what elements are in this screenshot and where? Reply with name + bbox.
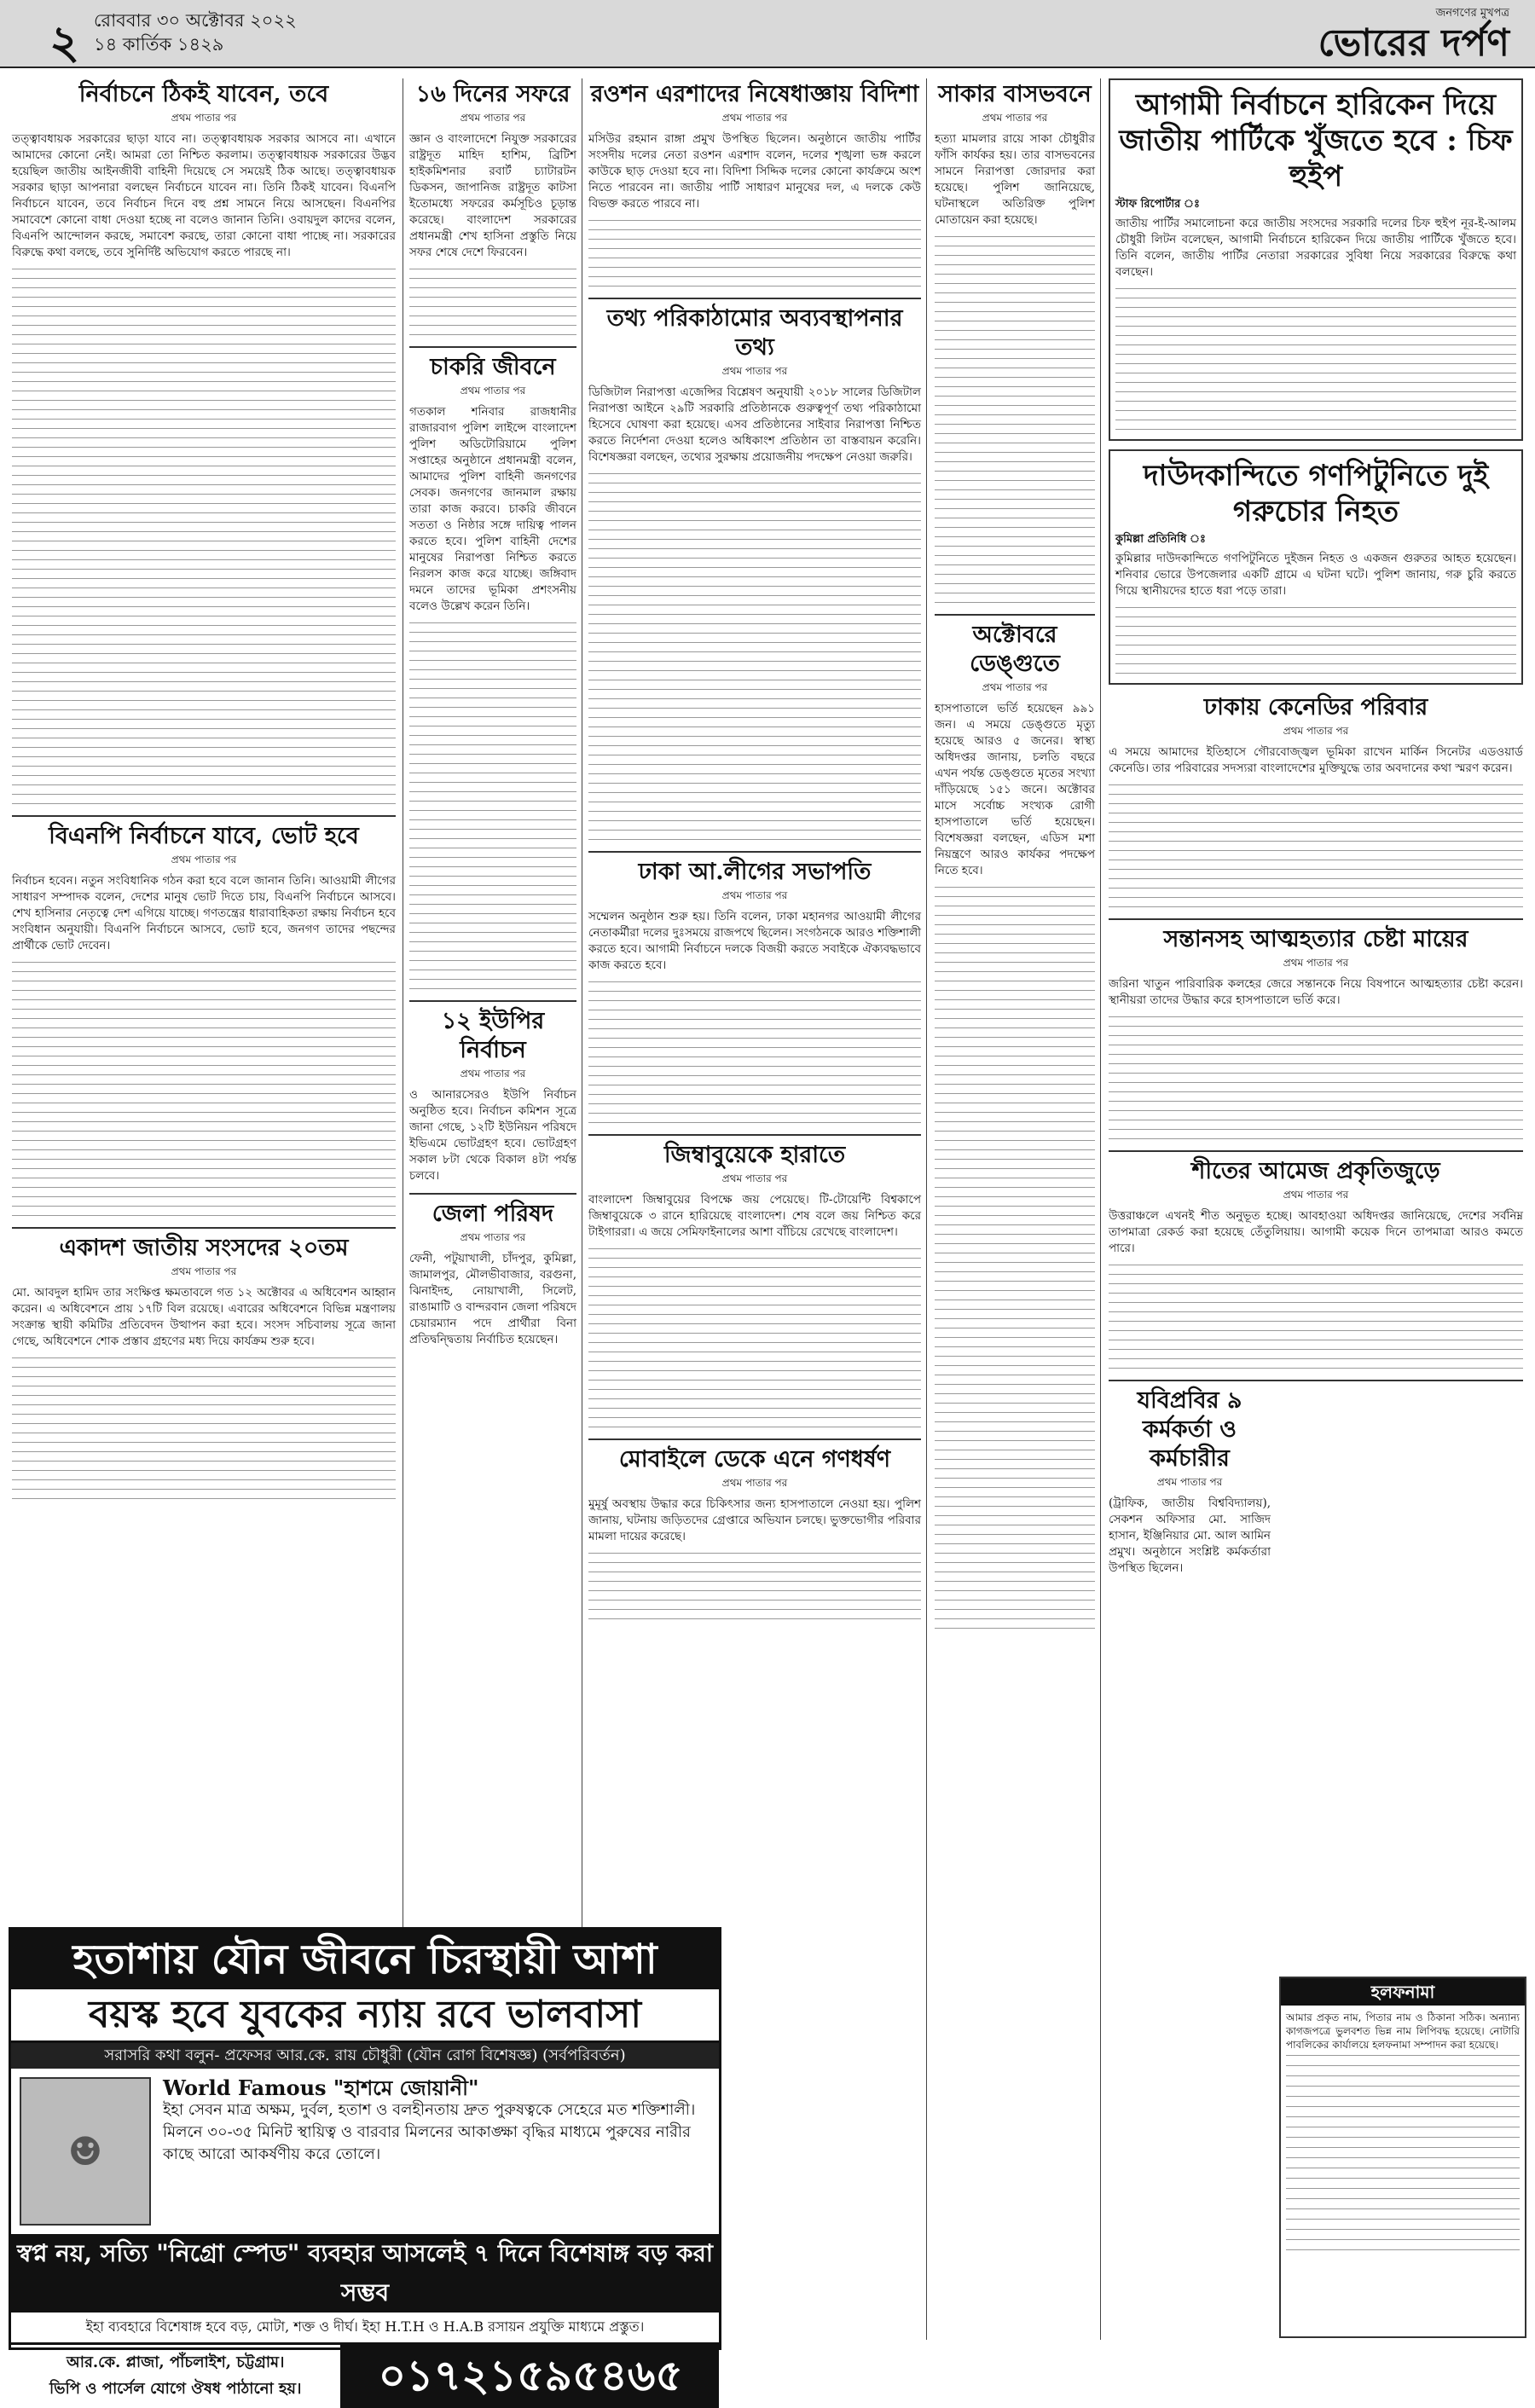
article-body: হাসপাতালে ভর্তি হয়েছেন ৯৯১ জন। এ সময়ে ডেঙ্গুতে মৃত্যু হয়েছে আরও ৫ জনের। স্বাস্থ্য অধিদপ্তর জানায়, চলতি বছরে এখন পর্যন্ত ডেঙ্গুতে মৃতের সংখ্যা দাঁড়িয়েছে ১৫১ জনে। অক্টোবর মাসে সর্বোচ্চ সংখ্যক রোগী হাসপাতালে ভর্তি হয়েছেন। বিশেষজ্ঞরা বলছেন, এডিস মশা নিয়ন্ত্রণে আরও কার্যকর পদক্ষেপ নিতে হবে।	[935, 702, 1095, 877]
body-text-lines	[12, 958, 396, 1218]
column-3	[588, 78, 921, 1630]
body-text-lines	[588, 1548, 921, 1622]
body-text-lines	[409, 618, 576, 992]
column-divider	[926, 78, 927, 2340]
article-body: তত্ত্বাবধায়ক সরকারের ছাড়া যাবে না। তত্ত্বাবধায়ক সরকার আসবে না। এখানে আমাদের কোনো নেই। আমরা তো নিশ্চিত করলাম। তত্ত্বাবধায়ক সরকারের উদ্ভব হয়েছিল জাতীয় আইনজীবী বাহিনী দিয়েছে সে সময়েই ঠিক আছে। তত্ত্বাবধায়ক সরকার ছাড়া আপনারা বলছেন নির্বাচনে যাবেন না। তিনি ঠিকই যাবেন। বিএনপি নির্বাচনে যাবেন, তবে নির্বাচন দিনে বহু প্রশ্ন সামনে নিয়ে আসছেন। বিএনপির সমাবেশে কোনো বাধা দেওয়া হচ্ছে না বলেও জানান তিনি। ওবায়দুল কাদের বলেন, বিএনপি আন্দোলন করছে, সমাবেশ করছে, তারা কোনো বাধা পাচ্ছে না। সরকারের বিরুদ্ধে কথা বলছে, তবে সুনির্দিষ্ট অভিযোগ করতে পারছে না।	[12, 132, 396, 259]
continued-label: প্রথম পাতার পর	[721, 889, 788, 901]
brand-tagline: জনগণের মুখপত্র	[1435, 7, 1509, 20]
affidavit-notice	[1279, 1977, 1526, 2338]
continued-label: প্রথম পাতার পর	[721, 1477, 788, 1489]
headline[interactable]: রওশন এরশাদের নিষেধাজ্ঞায় বিদিশা	[590, 81, 919, 107]
ad-delivery-text: ভিপি ও পার্সেল যোগে ঔষধ পাঠানো হয়।	[49, 2380, 302, 2398]
page-number: ২	[49, 14, 80, 69]
column-1	[12, 78, 396, 1510]
body-text-lines	[12, 1353, 396, 1502]
headline[interactable]: ১২ ইউপির নির্বাচন	[441, 1008, 545, 1063]
article-body: বাংলাদেশ জিম্বাবুয়ের বিপক্ষে জয় পেয়েছে। টি-টোয়েন্টি বিশ্বকাপে জিম্বাবুয়েকে ৩ রানে হারিয়েছে বাংলাদেশ। শেষ বলে জয় নিশ্চিত করে টাইগাররা। এ জয়ে সেমিফাইনালের আশা বাঁচিয়ে রেখেছে বাংলাদেশ।	[588, 1193, 921, 1239]
byline: স্টাফ রিপোর্টার ঃ	[1115, 198, 1200, 211]
ad-subline: সরাসরি কথা বলুন- প্রফেসর আর.কে. রায় চৌধুরী (যৌন রোগ বিশেষজ্ঞ) (সর্বপরিবর্তন)	[11, 2043, 719, 2069]
continued-label: প্রথম পাতার পর	[171, 112, 237, 124]
article-chief-whip	[1109, 78, 1523, 441]
article-zila-parishad	[409, 1200, 576, 1348]
headline[interactable]: সাকার বাসভবনে	[938, 81, 1092, 107]
headline[interactable]: আগামী নির্বাচনে হারিকেন দিয়ে জাতীয় পার্টিকে খুঁজতে হবে : চিফ হুইপ	[1119, 88, 1513, 194]
article-nirbachone	[12, 80, 396, 807]
continued-label: প্রথম পাতার পর	[1283, 725, 1349, 737]
article-body: মুমূর্ষু অবস্থায় উদ্ধার করে চিকিৎসার জন্য হাসপাতালে নেওয়া হয়। পুলিশ জানায়, ঘটনায় জড়িতদের গ্রেপ্তারে অভিযান চলছে। ভুক্তভোগীর পরিবার মামলা দায়ের করেছে।	[588, 1497, 921, 1543]
affidavit-title: হলফনামা	[1281, 1978, 1525, 2006]
headline[interactable]: সন্তানসহ আত্মহত্যার চেষ্টা মায়ের	[1163, 926, 1468, 952]
article-dhaka-al	[588, 858, 921, 1126]
headline[interactable]: অক্টোবরে ডেঙ্গুতে	[970, 622, 1060, 677]
continued-label: প্রথম পাতার পর	[460, 1231, 526, 1243]
article-body: ডিজিটাল নিরাপত্তা এজেন্সির বিশ্লেষণ অনুযায়ী ২০১৮ সালের ডিজিটাল নিরাপত্তা আইনে ২৯টি সরকারি প্রতিষ্ঠানকে গুরুত্বপূর্ণ তথ্য পরিকাঠামো হিসেবে ঘোষণা করা হয়েছে। এসব প্রতিষ্ঠানের সাইবার নিরাপত্তা নিশ্চিত করতে নির্দেশনা দেওয়া হলেও অধিকাংশ প্রতিষ্ঠান তা বাস্তবায়ন করেনি। বিশেষজ্ঞরা বলছেন, তথ্যের সুরক্ষায় প্রয়োজনীয় পদক্ষেপ নেওয়া জরুরি।	[588, 385, 921, 464]
headline[interactable]: ঢাকায় কেনেডির পরিবার	[1203, 694, 1428, 721]
column-5	[1109, 78, 1523, 1585]
continued-label: প্রথম পাতার পর	[1283, 1189, 1349, 1201]
ad-address-text: আর.কে. প্লাজা, পাঁচলাইশ, চট্টগ্রাম।	[67, 2353, 285, 2371]
continued-label: প্রথম পাতার পর	[721, 365, 788, 377]
affidavit-body: আমার প্রকৃত নাম, পিতার নাম ও ঠিকানা সঠিক। অন্যান্য কাগজপত্রে ভুলবশত ভিন্ন নাম লিপিবদ্ধ হয়েছে। নোটারি পাবলিকের কার্যালয়ে হলফনামা সম্পাদন করা হয়েছে।	[1286, 2011, 1520, 2051]
article-kennedy	[1109, 693, 1523, 910]
ad-headline-1: হতাশায় যৌন জীবনে চিরস্থায়ী আশা	[11, 1930, 719, 1989]
body-text-lines	[935, 883, 1095, 1631]
continued-label: প্রথম পাতার পর	[171, 1265, 237, 1277]
ad-product-name: World Famous "হাশমে জোয়ানী"	[163, 2075, 479, 2100]
continued-label: প্রথম পাতার পর	[721, 1172, 788, 1184]
body-text-lines	[409, 264, 576, 338]
newspaper-logo	[1318, 5, 1509, 64]
continued-label: প্রথম পাতার পর	[1283, 957, 1349, 969]
body-text-lines	[1115, 603, 1516, 676]
body-text-lines	[1109, 780, 1523, 910]
article-jashore	[1109, 1386, 1271, 1577]
article-winter	[1109, 1157, 1523, 1371]
headline[interactable]: তথ্য পরিকাঠামোর অব্যবস্থাপনার তথ্য	[606, 305, 903, 361]
article-body: গতকাল শনিবার রাজধানীর রাজারবাগ পুলিশ লাইন্সে বাংলাদেশ পুলিশ অডিটোরিয়ামে পুলিশ সপ্তাহের অনুষ্ঠানে প্রধানমন্ত্রী বলেন, আমাদের পুলিশ বাহিনী জনগণের সেবক। জনগণের জানমাল রক্ষায় তারা কাজ করবে। চাকরি জীবনে সততা ও নিষ্ঠার সঙ্গে দায়িত্ব পালন করতে হবে। পুলিশ বাহিনী দেশের মানুষের নিরাপত্তা নিশ্চিত করতে নিরলস কাজ করে যাচ্ছে। জঙ্গিবাদ দমনে তাদের ভূমিকা প্রশংসনীয় বলেও উল্লেখ করেন তিনি।	[409, 405, 576, 613]
article-chakri	[409, 353, 576, 992]
brand-name: ভোরের দর্পণ	[1318, 21, 1509, 65]
bangla-date: ১৪ কার্তিক ১৪২৯	[94, 34, 224, 55]
ad-headline-2: বয়স্ক হবে যুবকের ন্যায় রবে ভালবাসা	[11, 1989, 719, 2043]
continued-label: প্রথম পাতার পর	[460, 112, 526, 124]
continued-label: প্রথম পাতার পর	[1156, 1476, 1223, 1488]
body-text-lines	[588, 216, 921, 289]
body-text-lines	[588, 1244, 921, 1430]
continued-label: প্রথম পাতার পর	[721, 112, 788, 124]
body-text-lines	[1115, 284, 1516, 432]
headline[interactable]: জিম্বাবুয়েকে হারাতে	[663, 1142, 846, 1168]
article-body: মো. আবদুল হামিদ তার সংক্ষিপ্ত ক্ষমতাবলে গত ১২ অক্টোবর এ অধিবেশন আহ্বান করেন। এ অধিবেশনে প্রায় ১৭টি বিল রয়েছে। এবারের অধিবেশনে বিভিন্ন মন্ত্রণালয় সংক্রান্ত স্থায়ী কমিটির প্রতিবেদন উত্থাপন করা হবে। সংসদ সচিবালয় সূত্রে জানা গেছে, অধিবেশনে শোক প্রস্তাব গ্রহণের মধ্য দিয়ে কার্যক্রম শুরু হবে।	[12, 1286, 396, 1348]
article-body: মসিউর রহমান রাঙ্গা প্রমুখ উপস্থিত ছিলেন। অনুষ্ঠানে জাতীয় পার্টির সংসদীয় দলের নেতা রওশন এরশাদ বলেন, দলের শৃঙ্খলা ভঙ্গ করলে কাউকে ছাড় দেওয়া হবে না। বিদিশা সিদ্দিক দলের কোনো কার্যক্রমে অংশ নিতে পারবেন না। জাতীয় পার্টি সাধারণ মানুষের দল, এ দলকে কেউ বিভক্ত করতে পারবে না।	[588, 132, 921, 211]
headline[interactable]: নির্বাচনে ঠিকই যাবেন, তবে	[78, 81, 329, 107]
body-text-lines	[1109, 1012, 1523, 1142]
article-body: ফেনী, পটুয়াখালী, চাঁদপুর, কুমিল্লা, জামালপুর, মৌলভীবাজার, বরগুনা, ঝিনাইদহ, নোয়াখালী, সিলেট, রাঙামাটি ও বান্দরবান জেলা পরিষদে চেয়ারম্যান পদে প্রার্থীরা বিনা প্রতিদ্বন্দ্বিতায় নির্বাচিত হয়েছেন।	[409, 1252, 577, 1346]
article-body: ও আনারসেরও ইউপি নির্বাচন অনুষ্ঠিত হবে। নির্বাচন কমিশন সূত্রে জানা গেছে, ১২টি ইউনিয়ন পরিষদে ইভিএমে ভোটগ্রহণ হবে। ভোটগ্রহণ সকাল ৮টা থেকে বিকাল ৪টা পর্যন্ত চলবে।	[409, 1088, 576, 1183]
continued-label: প্রথম পাতার পর	[171, 854, 237, 865]
article-body: হত্যা মামলার রায়ে সাকা চৌধুরীর ফাঁসি কার্যকর হয়। তার বাসভবনের সামনে নিরাপত্তা জোরদার করা হয়েছে। পুলিশ জানিয়েছে, ঘটনাস্থলে অতিরিক্ত পুলিশ মোতায়েন করা হয়েছে।	[935, 132, 1095, 227]
date-block	[94, 9, 297, 56]
body-text-lines	[12, 264, 396, 807]
article-body: কুমিল্লার দাউদকান্দিতে গণপিটুনিতে দুইজন নিহত ও একজন গুরুতর আহত হয়েছেন। শনিবার ভোরে উপজেলার একটি গ্রামে এ ঘটনা ঘটে। পুলিশ জানায়, গরু চুরি করতে গিয়ে স্থানীয়দের হাতে ধরা পড়ে তারা।	[1115, 552, 1516, 598]
article-daudkandi	[1109, 449, 1523, 685]
headline[interactable]: ১৬ দিনের সফরে	[415, 81, 571, 107]
headline[interactable]: জেলা পরিষদ	[432, 1201, 554, 1227]
headline[interactable]: মোবাইলে ডেকে এনে গণধর্ষণ	[618, 1446, 891, 1473]
headline[interactable]: ঢাকা আ.লীগের সভাপতি	[638, 859, 872, 885]
advertisement[interactable]	[9, 1927, 721, 2400]
ad-phone[interactable]: ০১৭২১৫৯৫৪৬৫	[343, 2345, 720, 2408]
article-body: জরিনা খাতুন পারিবারিক কলহের জেরে সন্তানকে নিয়ে বিষপানে আত্মহত্যার চেষ্টা করেন। স্থানীয়রা তাদের উদ্ধার করে হাসপাতালে ভর্তি করে।	[1109, 977, 1523, 1007]
continued-label: প্রথম পাতার পর	[982, 681, 1048, 693]
article-parliament	[12, 1234, 396, 1502]
headline[interactable]: যবিপ্রবির ৯ কর্মকর্তা ও কর্মচারীর	[1137, 1387, 1242, 1472]
byline: কুমিল্লা প্রতিনিধি ঃ	[1115, 533, 1206, 546]
body-text-lines	[935, 232, 1095, 605]
article-body: উত্তরাঞ্চলে এখনই শীত অনুভূত হচ্ছে। আবহাওয়া অধিদপ্তর জানিয়েছে, দেশের সর্বনিম্ন তাপমাত্রা রেকর্ড করা হয়েছে তেঁতুলিয়ায়। আগামী কয়েক দিনে তাপমাত্রা আরও কমতে পারে।	[1109, 1209, 1523, 1255]
body-text-lines	[588, 469, 921, 842]
masthead	[0, 0, 1535, 68]
headline[interactable]: দাউদকান্দিতে গণপিটুনিতে দুই গরুচোর নিহত	[1143, 459, 1489, 529]
continued-label: প্রথম পাতার পর	[460, 1068, 526, 1080]
continued-label: প্রথম পাতার পর	[982, 112, 1048, 124]
article-zimbabwe	[588, 1141, 921, 1430]
article-bnp-vote	[12, 822, 396, 1218]
article-body: সম্মেলন অনুষ্ঠান শুরু হয়। তিনি বলেন, ঢাকা মহানগর আওয়ামী লীগের নেতাকর্মীরা দলের দুঃসময়ে রাজপথে ছিলেন। সংগঠনকে আরও শক্তিশালী করতে হবে। আগামী নির্বাচনে দলকে বিজয়ী করতে সবাইকে ঐক্যবদ্ধভাবে কাজ করতে হবে।	[588, 910, 921, 972]
article-body: জাতীয় পার্টির সমালোচনা করে জাতীয় সংসদের সরকারি দলের চিফ হুইপ নূর-ই-আলম চৌধুরী লিটন বলেছেন, আগামী নির্বাচনে হারিকেন দিয়ে জাতীয় পার্টিকে খুঁজতে হবে। তিনি বলেন, জাতীয় পার্টির নেতারা সরকারের সুবিধা নিয়ে সরকারের বিরুদ্ধে কথা বলছেন।	[1115, 217, 1516, 279]
headline[interactable]: চাকরি জীবনে	[430, 354, 556, 380]
headline[interactable]: শীতের আমেজ প্রকৃতিজুড়ে	[1191, 1158, 1440, 1184]
article-body: এ সময়ে আমাদের ইতিহাসে গৌরবোজ্জ্বল ভূমিকা রাখেন মার্কিন সিনেটর এডওয়ার্ড কেনেডি। তার পরিবারের সদস্যরা বাংলাদেশের মুক্তিযুদ্ধে তার অবদানের কথা স্মরণ করেন।	[1109, 745, 1523, 775]
column-divider	[1100, 78, 1101, 2340]
article-12-up	[409, 1007, 576, 1184]
headline[interactable]: একাদশ জাতীয় সংসদের ২০তম	[59, 1235, 349, 1261]
ad-address	[11, 2345, 343, 2408]
continued-label: প্রথম পাতার পর	[460, 385, 526, 397]
headline[interactable]: বিএনপি নির্বাচনে যাবে, ভোট হবে	[49, 823, 359, 849]
ad-promise: স্বপ্ন নয়, সত্যি "নিগ্রো স্পেড" ব্যবহার আসলেই ৭ দিনে বিশেষাঙ্গ বড় করা সম্ভব	[11, 2234, 719, 2312]
ad-note: ইহা ব্যবহারে বিশেষাঙ্গ হবে বড়, মোটা, শক্ত ও দীর্ঘ। ইহা H.T.H ও H.A.B রসায়ন প্রযুক্তি মাধ্যমে প্রস্তুত।	[85, 2318, 645, 2335]
article-mobile	[588, 1445, 921, 1622]
body-text-lines	[1109, 1260, 1523, 1371]
article-16-days	[409, 80, 576, 338]
article-body: জ্ঞান ও বাংলাদেশে নিযুক্ত সরকারের রাষ্ট্রদূত মাহিদ হাশিম, ব্রিটিশ হাইকমিশনার রবার্ট চ্যাটারটন ডিকসন, জাপানিজ রাষ্ট্রদূত কাটসা ইতোমধ্যে সফরের কর্মসূচিও চূড়ান্ত করেছে। বাংলাদেশ সরকারের প্রধানমন্ত্রী শেখ হাসিনা প্রস্তুতি নিয়ে সফর শেষে দেশে ফিরবেন।	[409, 132, 576, 259]
column-4	[935, 78, 1095, 1640]
article-mother	[1109, 925, 1523, 1142]
column-2	[409, 78, 576, 1357]
article-body: নির্বাচন হবেন। নতুন সংবিধানিক গঠন করা হবে বলে জানান তিনি। আওয়ামী লীগের সাধারণ সম্পাদক বলেন, দেশের মানুষ ভোট দিতে চায়, বিএনপি নির্বাচনে আসবে। শেখ হাসিনার নেতৃত্বে দেশ এগিয়ে যাচ্ছে। গণতন্ত্রের ধারাবাহিকতা রক্ষায় নির্বাচন হবে সংবিধান অনুযায়ী। বিএনপি নির্বাচনে আসবে, ভোট হবে, জনগণ তাদের পছন্দের প্রার্থীকে ভোট দেবেন।	[12, 874, 396, 952]
article-raushan	[588, 80, 921, 289]
article-saka	[935, 80, 1095, 605]
article-dengue	[935, 621, 1095, 1631]
body-text-lines	[588, 977, 921, 1126]
ad-description: ইহা সেবন মাত্র অক্ষম, দুর্বল, হতাশ ও বলহীনতায় দ্রুত পুরুষত্বকে সেহেরে মত শক্তিশালী। মিলনে ৩০-৩৫ মিনিট স্থায়িত্ব ও বারবার মিলনের আকাঙ্ক্ষা বৃদ্ধির মাধ্যমে পুরুষের নারীর কাছে আরো আকর্ষণীয় করে তোলে।	[163, 2101, 696, 2163]
article-info-infrastructure	[588, 304, 921, 842]
day-date: রোববার ৩০ অক্টোবর ২০২২	[94, 10, 297, 31]
article-body: (ট্রাফিক, জাতীয় বিশ্ববিদ্যালয়), সেকশন অফিসার মো. সাজিদ হাসান, ইঞ্জিনিয়ার মো. আল আমিন প্রমুখ। অনুষ্ঠানে সংশ্লিষ্ট কর্মকর্তারা উপস্থিত ছিলেন।	[1109, 1496, 1271, 1575]
person-photo-icon: ☻	[20, 2077, 151, 2226]
